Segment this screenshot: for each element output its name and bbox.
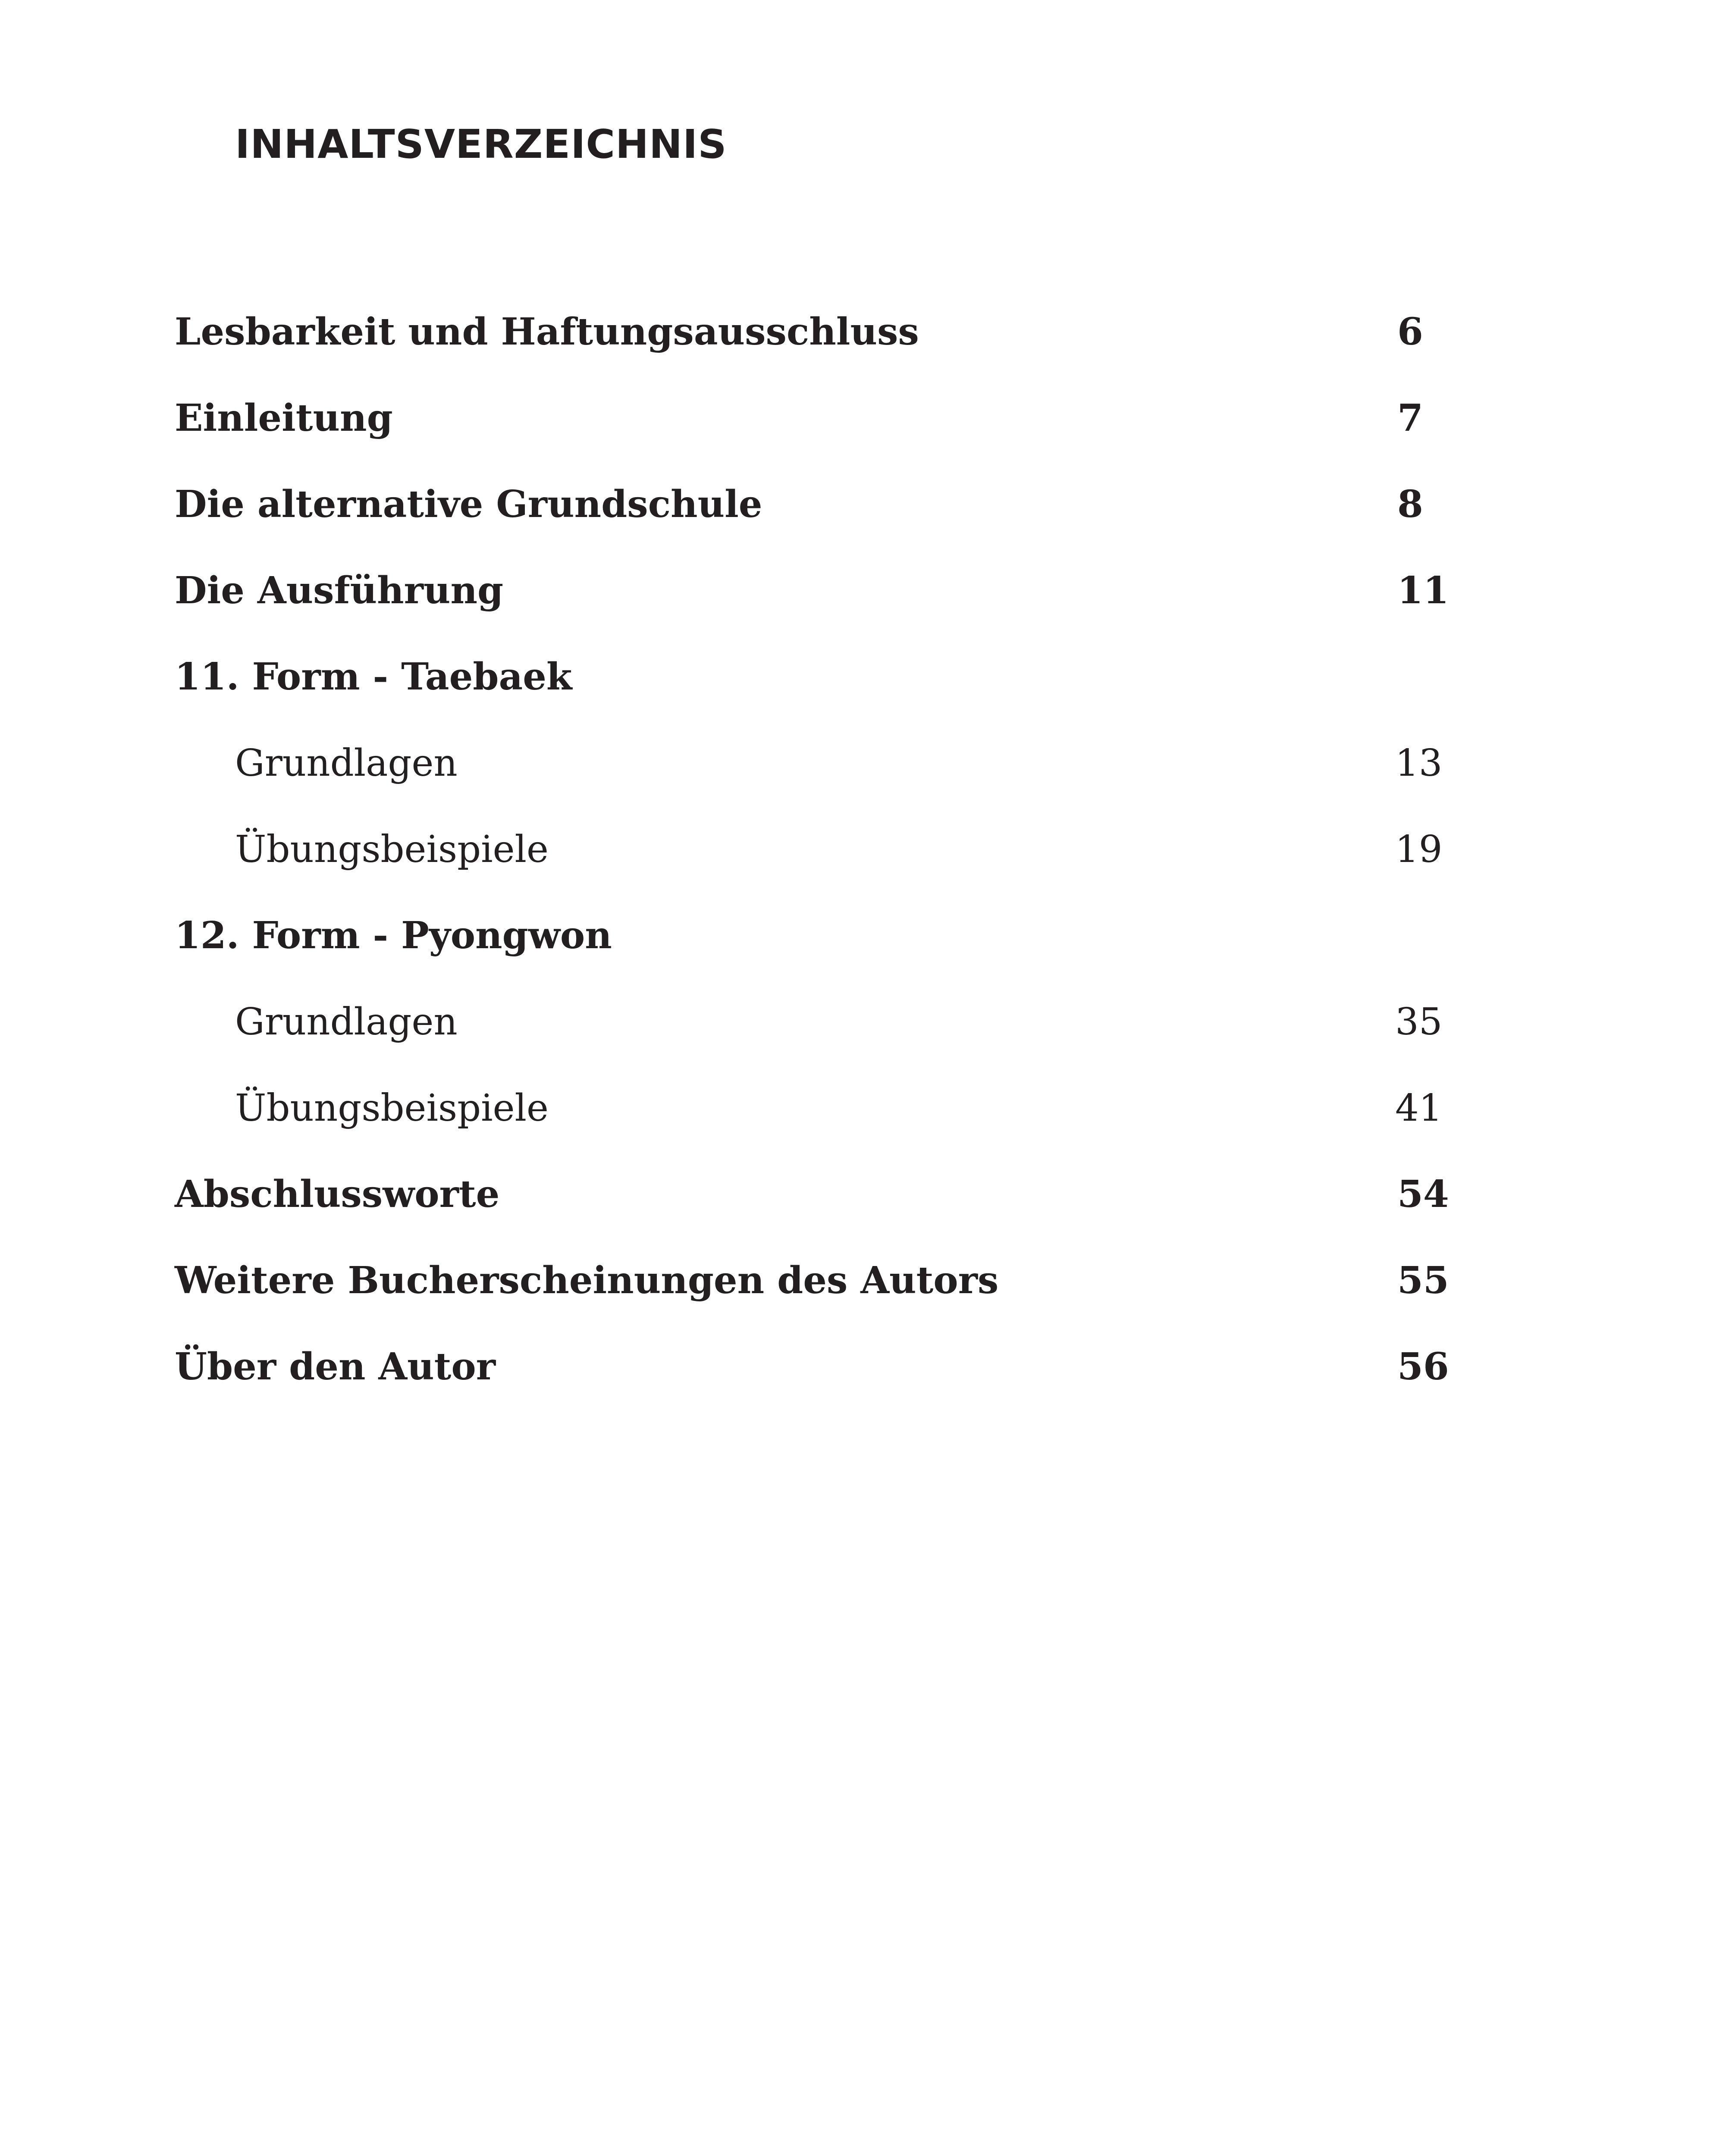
toc-entry-label: 11. Form - Taebaek [175,655,572,699]
toc-section-taebaek [0,647,1732,707]
toc-entry-lesbarkeit [0,302,1732,362]
toc-subentry-taebaek-uebungsbeispiele [0,819,1732,880]
toc-entry-label: Über den Autor [175,1345,496,1388]
toc-entry-page-number: 19 [1395,828,1443,871]
toc-entry-alternative-grundschule [0,474,1732,535]
toc-entry-page-number: 11 [1397,569,1449,612]
toc-subentry-pyongwon-uebungsbeispiele [0,1078,1732,1138]
toc-entry-label: 12. Form - Pyongwon [175,914,612,957]
toc-entry-label: Grundlagen [235,1000,458,1044]
toc-entry-page-number: 54 [1397,1172,1449,1216]
toc-entry-ueber-den-autor [0,1337,1732,1397]
toc-entry-label: Einleitung [175,396,393,440]
toc-entry-page-number: 8 [1397,483,1423,526]
toc-entry-weitere-bucherscheinungen [0,1250,1732,1311]
toc-entry-label: Grundlagen [235,742,458,785]
toc-entry-page-number: 55 [1397,1259,1449,1302]
toc-entry-page-number: 35 [1395,1000,1443,1044]
toc-entry-label: Weitere Bucherscheinungen des Autors [175,1259,999,1302]
toc-entry-label: Übungsbeispiele [235,1087,549,1130]
toc-entry-label: Übungsbeispiele [235,828,549,871]
toc-section-pyongwon [0,906,1732,966]
toc-subentry-pyongwon-grundlagen [0,992,1732,1052]
toc-subentry-taebaek-grundlagen [0,733,1732,793]
toc-entry-einleitung [0,388,1732,448]
toc-entry-label: Lesbarkeit und Haftungsausschluss [175,310,919,354]
toc-entry-page-number: 56 [1397,1345,1449,1388]
toc-entry-page-number: 6 [1397,310,1423,354]
toc-entry-abschlussworte [0,1164,1732,1225]
page-title: INHALTSVERZEICHNIS [235,121,727,167]
toc-entry-page-number: 13 [1395,742,1443,785]
toc-entry-label: Abschlussworte [175,1172,500,1216]
toc-entry-label: Die alternative Grundschule [175,483,762,526]
toc-entry-page-number: 7 [1397,396,1423,440]
toc-entry-ausfuehrung [0,561,1732,621]
toc-entry-label: Die Ausführung [175,569,504,612]
toc-entry-page-number: 41 [1395,1087,1443,1130]
